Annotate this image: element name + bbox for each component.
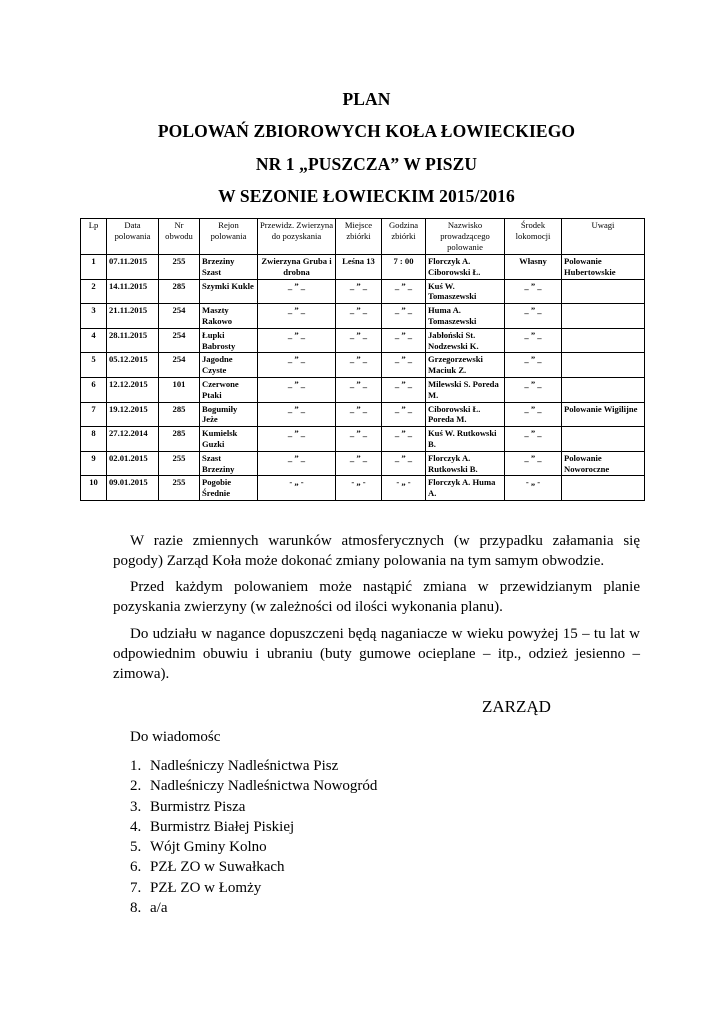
list-item-number: 6. (130, 859, 142, 876)
list-item (130, 857, 377, 877)
table-cell: 02.01.2015 (107, 451, 159, 476)
table-cell: 7 : 00 (382, 255, 426, 280)
table-cell: 27.12.2014 (107, 427, 159, 452)
signature-board: ZARZĄD (482, 697, 551, 716)
table-cell: _ ” _ (505, 427, 562, 452)
table-cell: 28.11.2015 (107, 328, 159, 353)
table-cell (562, 328, 645, 353)
table-cell: _ ” _ (336, 402, 382, 427)
list-item (130, 837, 377, 857)
table-cell: 101 (159, 377, 200, 402)
list-item (130, 797, 377, 817)
table-cell: Kuś W. Tomaszewski (426, 279, 505, 304)
table-row (81, 353, 645, 378)
table-cell: Huma A. Tomaszewski (426, 304, 505, 329)
table-cell: _ ” _ (336, 304, 382, 329)
table-cell: - „ - (505, 476, 562, 501)
table-cell: _ ” _ (382, 279, 426, 304)
table-cell: Leśna 13 (336, 255, 382, 280)
table-cell: _ ” _ (505, 353, 562, 378)
table-cell: 21.11.2015 (107, 304, 159, 329)
table-cell: _ ” _ (382, 402, 426, 427)
table-cell: _ ” _ (505, 377, 562, 402)
table-cell: Szast Brzeziny (200, 451, 258, 476)
table-cell: 4 (81, 328, 107, 353)
table-row (81, 279, 645, 304)
table-cell: Łupki Babrosty (200, 328, 258, 353)
table-cell (562, 353, 645, 378)
table-cell: 10 (81, 476, 107, 501)
table-header-row (81, 219, 645, 255)
column-header: Nazwisko prowadzącego polowanie (426, 219, 505, 255)
list-item-text: a/a (150, 900, 168, 917)
table-cell: Bogumiły Jeże (200, 402, 258, 427)
list-item-text: Wójt Gminy Kolno (150, 839, 267, 856)
table-cell: Milewski S. Poreda M. (426, 377, 505, 402)
list-item (130, 756, 377, 776)
table-cell: Brzeziny Szast (200, 255, 258, 280)
table-cell: _ ” _ (336, 279, 382, 304)
table-cell: _ ” _ (258, 328, 336, 353)
column-header: Środek lokomocji (505, 219, 562, 255)
table-cell: 09.01.2015 (107, 476, 159, 501)
table-cell: _ ” _ (258, 427, 336, 452)
table-cell: Jabłoński St. Nodzewski K. (426, 328, 505, 353)
table-cell: 285 (159, 279, 200, 304)
table-cell: - „ - (336, 476, 382, 501)
table-cell: _ ” _ (336, 377, 382, 402)
table-cell: 7 (81, 402, 107, 427)
table-cell (562, 279, 645, 304)
table-cell: Florczyk A. Ciborowski Ł. (426, 255, 505, 280)
table-row (81, 255, 645, 280)
table-cell: Florczyk A. Huma A. (426, 476, 505, 501)
table-cell: 19.12.2015 (107, 402, 159, 427)
table-cell: 3 (81, 304, 107, 329)
table-cell: _ ” _ (382, 328, 426, 353)
column-header: Miejsce zbiórki (336, 219, 382, 255)
table-row (81, 451, 645, 476)
table-cell: Polowanie Noworoczne (562, 451, 645, 476)
title-line-season: W SEZONIE ŁOWIECKIM 2015/2016 (218, 186, 515, 206)
table-cell: Ciborowski Ł. Poreda M. (426, 402, 505, 427)
beaters-paragraph: Do udziału w nagance dopuszczeni będą naganiacze w wieku powyżej 15 – tu lat w odpowiednim obuwiu i ubraniu (buty gumowe ocieplane – itp., odzież jesienno – zimowa). (113, 626, 640, 682)
table-cell: Grzegorzewski Maciuk Z. (426, 353, 505, 378)
list-item (130, 898, 377, 918)
table-cell: 1 (81, 255, 107, 280)
table-cell: 255 (159, 476, 200, 501)
list-item-text: Burmistrz Pisza (150, 798, 246, 815)
plan-change-paragraph: Przed każdym polowaniem może nastąpić zmiana w przewidzianym planie pozyskania zwierzyny (w zależności od ilości wykonania planu). (113, 579, 640, 615)
table-cell: 8 (81, 427, 107, 452)
table-cell: _ ” _ (258, 377, 336, 402)
table-cell: _ ” _ (382, 427, 426, 452)
list-item (130, 878, 377, 898)
table-cell: 6 (81, 377, 107, 402)
table-cell: 5 (81, 353, 107, 378)
table-cell: _ ” _ (505, 328, 562, 353)
list-item-number: 8. (130, 900, 142, 917)
table-cell: 12.12.2015 (107, 377, 159, 402)
table-cell: 285 (159, 427, 200, 452)
table-cell (562, 476, 645, 501)
table-cell: - „ - (382, 476, 426, 501)
table-row (81, 427, 645, 452)
list-item-number: 3. (130, 798, 142, 815)
table-row (81, 304, 645, 329)
title-line-plan: PLAN (342, 89, 391, 109)
table-cell: 255 (159, 255, 200, 280)
table-cell: 254 (159, 304, 200, 329)
title-line-club: POLOWAŃ ZBIOROWYCH KOŁA ŁOWIECKIEGO (157, 121, 576, 141)
hunting-plan-table (80, 218, 645, 501)
table-row (81, 476, 645, 501)
table-cell: _ ” _ (336, 451, 382, 476)
table-cell: _ ” _ (382, 377, 426, 402)
table-cell: _ ” _ (505, 451, 562, 476)
table-cell: 254 (159, 353, 200, 378)
table-cell: _ ” _ (258, 402, 336, 427)
table-cell: _ ” _ (336, 353, 382, 378)
column-header: Uwagi (562, 219, 645, 255)
table-cell: Kumielsk Guzki (200, 427, 258, 452)
list-item-text: Nadleśniczy Nadleśnictwa Nowogród (150, 778, 378, 795)
list-item-number: 7. (130, 879, 142, 896)
column-header: Przewidz. Zwierzyna do pozyskania (258, 219, 336, 255)
table-cell (562, 427, 645, 452)
weather-paragraph: W razie zmiennych warunków atmosferycznych (w przypadku załamania się pogody) Zarząd Koła może dokonać zmiany polowania na tym samym obwodzie. (113, 533, 640, 569)
table-row (81, 328, 645, 353)
table-cell: Szymki Kukle (200, 279, 258, 304)
table-cell: _ ” _ (505, 402, 562, 427)
table-cell: Florczyk A. Rutkowski B. (426, 451, 505, 476)
table-cell: 14.11.2015 (107, 279, 159, 304)
list-item-number: 1. (130, 758, 142, 774)
table-cell: 9 (81, 451, 107, 476)
table-cell: Polowanie Wigilijne (562, 402, 645, 427)
table-cell: _ ” _ (382, 451, 426, 476)
table-cell: 255 (159, 451, 200, 476)
column-header: Rejon polowania (200, 219, 258, 255)
table-cell: _ ” _ (258, 304, 336, 329)
list-item-text: Nadleśniczy Nadleśnictwa Pisz (150, 758, 339, 774)
list-item-text: PZŁ ZO w Łomży (150, 879, 262, 896)
table-cell: Własny (505, 255, 562, 280)
table-cell: 285 (159, 402, 200, 427)
table-cell: Zwierzyna Gruba i drobna (258, 255, 336, 280)
table-cell: Czerwone Ptaki (200, 377, 258, 402)
table-cell: Kuś W. Rutkowski B. (426, 427, 505, 452)
table-cell: _ ” _ (382, 304, 426, 329)
column-header: Lp (81, 219, 107, 255)
table-cell: - „ - (258, 476, 336, 501)
table-cell: _ ” _ (382, 353, 426, 378)
table-cell: _ ” _ (505, 304, 562, 329)
table-cell: _ ” _ (505, 279, 562, 304)
list-item (130, 817, 377, 837)
table-cell: Jagodne Czyste (200, 353, 258, 378)
column-header: Godzina zbiórki (382, 219, 426, 255)
table-cell: Polowanie Hubertowskie (562, 255, 645, 280)
list-item-text: PZŁ ZO w Suwałkach (150, 859, 285, 876)
list-item-text: Burmistrz Białej Piskiej (150, 818, 295, 835)
table-row (81, 402, 645, 427)
table-cell: 254 (159, 328, 200, 353)
table-cell (562, 304, 645, 329)
table-cell: 2 (81, 279, 107, 304)
recipients-heading: Do wiadomośc (130, 729, 221, 745)
column-header: Data polowania (107, 219, 159, 255)
table-cell: 05.12.2015 (107, 353, 159, 378)
list-item-number: 2. (130, 778, 142, 795)
table-cell (562, 377, 645, 402)
list-item (130, 776, 377, 796)
table-cell: Maszty Rakowo (200, 304, 258, 329)
table-cell: _ ” _ (336, 328, 382, 353)
table-cell: 07.11.2015 (107, 255, 159, 280)
table-cell: _ ” _ (258, 353, 336, 378)
column-header: Nr obwodu (159, 219, 200, 255)
table-cell: _ ” _ (258, 279, 336, 304)
table-cell: _ ” _ (258, 451, 336, 476)
list-item-number: 4. (130, 818, 142, 835)
title-line-number: NR 1 „PUSZCZA” W PISZU (255, 154, 478, 174)
list-item-number: 5. (130, 839, 142, 856)
table-cell: _ ” _ (336, 427, 382, 452)
table-cell: Pogobie Średnie (200, 476, 258, 501)
recipients-list (130, 756, 377, 918)
table-row (81, 377, 645, 402)
